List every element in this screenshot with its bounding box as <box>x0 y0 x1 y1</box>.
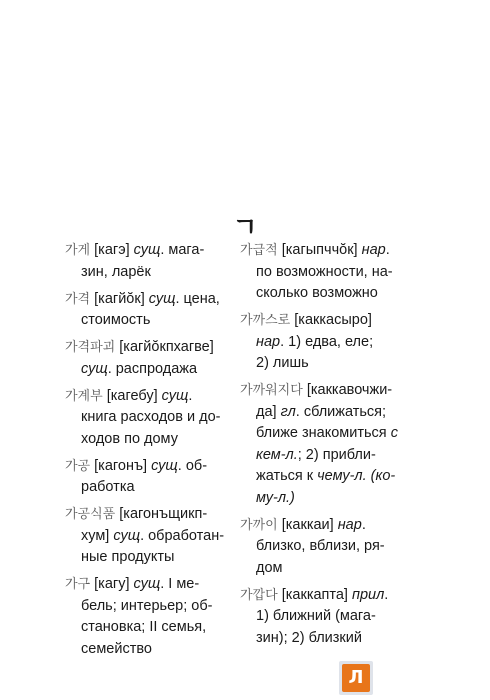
entry-line <box>65 359 235 381</box>
grammar-label: сущ <box>81 360 108 377</box>
entry-text: . цена, <box>175 290 220 307</box>
grammar-label: нар <box>256 333 281 350</box>
entry-text: . мага- <box>160 242 205 258</box>
dictionary-entry <box>240 515 435 580</box>
entry-line <box>240 283 435 305</box>
dictionary-entry <box>65 289 235 332</box>
headword: 가구 <box>65 577 91 592</box>
entry-line <box>65 407 235 429</box>
entry-line <box>240 445 435 467</box>
grammar-label: кем-л. <box>256 446 298 463</box>
entry-text: . сближаться; <box>295 403 387 420</box>
entry-line <box>65 477 235 499</box>
entry-headline <box>240 515 435 537</box>
column-left <box>65 240 235 666</box>
entry-text: семейство <box>81 640 152 657</box>
entry-text: [кагйŏкпхагве] <box>115 339 214 355</box>
entry-text: работка <box>81 479 135 495</box>
entry-text: ходов по дому <box>81 430 178 447</box>
entry-text: 1) ближний (мага- <box>256 608 376 624</box>
entry-text: зин, ларёк <box>81 263 151 280</box>
entry-line <box>240 536 435 558</box>
entry-line <box>65 596 235 618</box>
entry-text: жаться к <box>256 468 318 484</box>
entry-headline <box>240 240 435 262</box>
entry-text: [кагу] <box>90 576 134 592</box>
dictionary-entry <box>65 574 235 660</box>
entry-text: [кагэ] <box>90 242 134 258</box>
dictionary-entry <box>240 240 435 305</box>
entry-headline <box>240 380 435 402</box>
entry-text: ближе знакомиться <box>256 425 391 441</box>
entry-text: . <box>361 516 366 533</box>
entry-text: . I ме- <box>160 576 200 592</box>
grammar-label: гл <box>280 403 296 420</box>
headword: 가급적 <box>240 243 278 258</box>
entry-text: [каккасыро] <box>290 312 372 328</box>
entry-text: . распродажа <box>107 360 198 377</box>
entry-line <box>65 310 235 332</box>
entry-line <box>240 262 435 284</box>
entry-headline <box>65 289 235 311</box>
headword: 가공 <box>65 458 91 474</box>
entry-text: [кагыпччŏк] <box>277 242 362 258</box>
grammar-label: нар <box>337 516 362 533</box>
headword: 가까스로 <box>240 313 291 328</box>
entry-headline <box>65 574 235 596</box>
entry-text: хум] <box>81 527 114 544</box>
entry-line <box>240 332 435 354</box>
grammar-label: с <box>390 425 398 441</box>
entry-line <box>65 526 235 548</box>
column-right <box>240 240 435 655</box>
entry-text: по возможности, на- <box>256 263 393 280</box>
entry-line <box>240 488 435 510</box>
entry-text: [кагонъ] <box>90 457 152 474</box>
entry-text: . <box>384 586 389 603</box>
dictionary-entry <box>240 585 435 650</box>
headword: 가계부 <box>65 388 103 404</box>
entry-text: книга расходов и до- <box>81 409 221 425</box>
entry-line <box>65 262 235 284</box>
grammar-label: сущ <box>161 387 189 404</box>
grammar-label: сущ <box>148 290 176 307</box>
headword: 가격파괴 <box>65 340 116 355</box>
entry-line <box>65 547 235 569</box>
headword: 가공식품 <box>65 507 116 522</box>
headword: 가격 <box>65 291 91 307</box>
entry-line <box>240 466 435 488</box>
entry-line <box>65 429 235 451</box>
entry-line <box>240 353 435 375</box>
section-letter: ㄱ <box>232 213 258 243</box>
entry-headline <box>240 585 435 607</box>
entry-text: зин); 2) близкий <box>256 629 362 646</box>
entry-line <box>240 402 435 424</box>
grammar-label: сущ <box>133 242 161 258</box>
entry-line <box>65 639 235 661</box>
entry-headline <box>65 240 235 262</box>
entry-text: [кагйŏк] <box>90 290 149 307</box>
grammar-label: прил <box>352 586 385 603</box>
entry-text: близко, вблизи, ря- <box>256 538 385 554</box>
entry-text: становка; II семья, <box>81 619 207 635</box>
dictionary-entry <box>240 380 435 509</box>
entry-text: . обработан- <box>140 527 225 544</box>
entry-line <box>240 423 435 445</box>
entry-text: [кагонъщикп- <box>115 506 208 522</box>
entry-text: стоимость <box>81 312 151 328</box>
entry-headline <box>65 337 235 359</box>
entry-line <box>240 628 435 650</box>
entry-text: [каккаи] <box>277 516 338 533</box>
dictionary-entry <box>240 310 435 375</box>
entry-text: ; 2) прибли- <box>297 446 376 463</box>
dictionary-entry <box>65 337 235 380</box>
grammar-label: сущ <box>151 457 178 474</box>
entry-text: сколько возможно <box>256 285 378 301</box>
entry-text: 2) лишь <box>256 355 309 371</box>
entry-headline <box>65 456 235 478</box>
entry-headline <box>65 504 235 526</box>
entry-text: да] <box>256 403 281 420</box>
entry-text: дом <box>256 559 283 576</box>
entry-headline <box>65 386 235 408</box>
grammar-label: му-л.) <box>256 489 295 506</box>
entry-text: [каккавочжи- <box>302 382 393 398</box>
entry-headline <box>240 310 435 332</box>
headword: 가까워지다 <box>240 383 303 398</box>
headword: 가깝다 <box>240 587 278 603</box>
dictionary-entry <box>65 456 235 499</box>
entry-text: . <box>188 387 193 404</box>
headword: 가까이 <box>240 517 278 533</box>
grammar-label: нар <box>361 242 386 258</box>
dictionary-entry <box>65 504 235 569</box>
entry-line <box>65 617 235 639</box>
dictionary-entry <box>65 386 235 451</box>
grammar-label: чему-л. (ко- <box>317 468 396 484</box>
entry-text: . об- <box>177 457 208 474</box>
entry-text: [кагебу] <box>102 387 162 404</box>
grammar-label: сущ <box>133 576 161 592</box>
entry-line <box>240 606 435 628</box>
dictionary-entry <box>65 240 235 283</box>
entry-text: . <box>385 242 390 258</box>
headword: 가게 <box>65 243 91 258</box>
entry-text: бель; интерьер; об- <box>81 597 213 614</box>
entry-line <box>240 558 435 580</box>
entry-text: [каккапта] <box>277 586 352 603</box>
publisher-logo: Л <box>342 664 370 692</box>
entry-text: . 1) едва, еле; <box>280 333 374 350</box>
entry-text: ные продукты <box>81 549 175 565</box>
grammar-label: сущ <box>113 527 141 544</box>
